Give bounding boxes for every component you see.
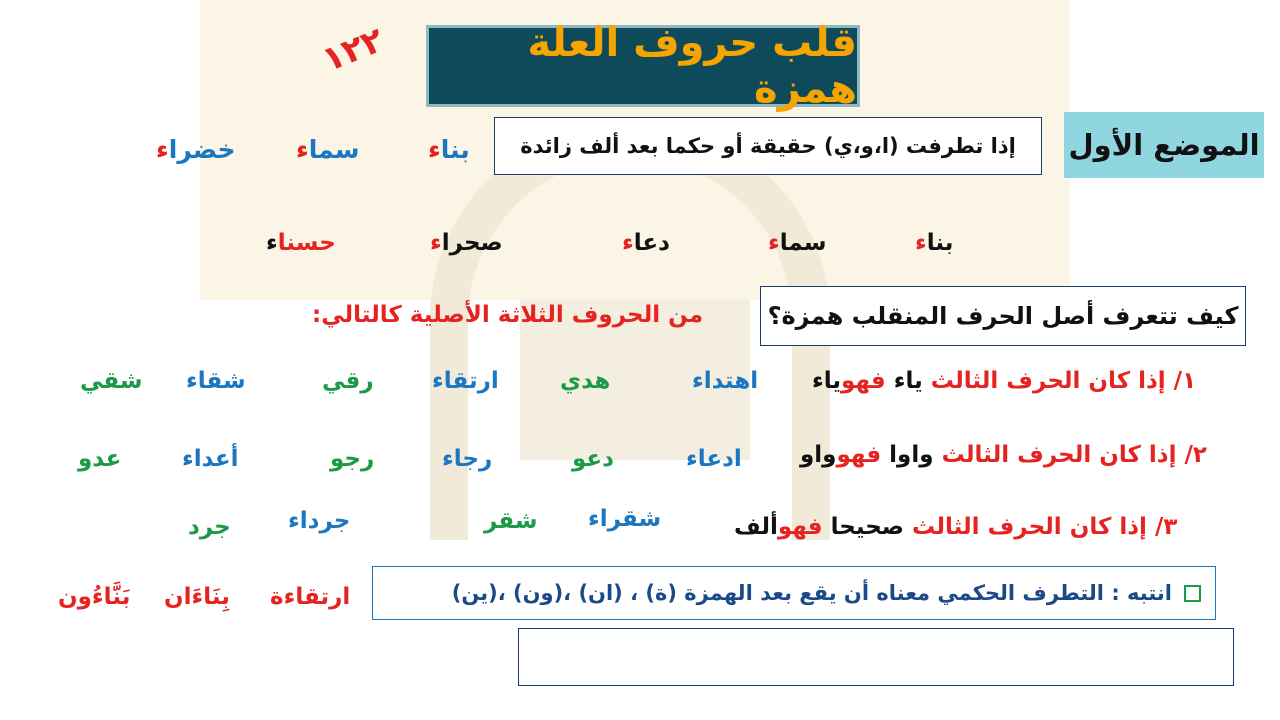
first-example-3: خضراء xyxy=(156,135,236,164)
page-title: قلب حروف العلة همزة xyxy=(527,20,857,112)
page-number: ١٢٢ xyxy=(316,19,390,81)
definition-box xyxy=(494,117,1042,175)
rule-2-word-1: ادعاء xyxy=(686,446,742,472)
note-example-2: بِنَاءَان xyxy=(164,584,230,610)
definition-text: إذا تطرفت (ا،و،ي) حقيقة أو حكما بعد ألف زائدة xyxy=(520,134,1016,158)
example-row-word-4: صحراء xyxy=(430,230,503,256)
rule-1-word-3: ارتقاء xyxy=(432,368,499,394)
note-box xyxy=(372,566,1216,620)
first-example-2: سماء xyxy=(296,135,360,164)
first-position-text: الموضع الأول xyxy=(1068,128,1260,162)
first-example-1: بناء xyxy=(428,135,470,164)
rule-2-word-3: رجاء xyxy=(442,446,493,472)
example-row-word-5: حسناء xyxy=(266,230,336,256)
rule-3-word-2: شقر xyxy=(484,508,538,534)
question-answer: من الحروف الثلاثة الأصلية كالتالي: xyxy=(312,302,704,328)
rule-2-word-5: أعداء xyxy=(182,446,239,472)
note-example-1: ارتقاءة xyxy=(270,584,351,610)
rule-3-word-1: شقراء xyxy=(588,506,662,532)
first-position-label xyxy=(1064,112,1264,178)
rule-1-word-6: شقي xyxy=(80,368,143,394)
rule-3-word-3: جرداء xyxy=(288,508,351,534)
example-row-word-1: بناء xyxy=(915,230,954,256)
note-text: انتبه : التطرف الحكمي معناه أن يقع بعد الهمزة (ة) ، (ان) ،(ون) ،(ين) xyxy=(451,581,1172,605)
checkbox-icon xyxy=(1184,585,1201,602)
rule-1-word-5: شقاء xyxy=(186,368,246,394)
rule-1-word-1: اهتداء xyxy=(692,368,759,394)
rule-2-word-6: عدو xyxy=(78,446,122,472)
empty-answer-box xyxy=(518,628,1234,686)
note-example-3: بَنَّاءُون xyxy=(58,584,131,610)
question-box xyxy=(760,286,1246,346)
question-text: كيف تتعرف أصل الحرف المنقلب همزة؟ xyxy=(767,302,1239,330)
rule-1-sentence: ١/ إذا كان الحرف الثالث ياء فهوياء xyxy=(812,368,1197,394)
rule-2-word-2: دعو xyxy=(572,446,614,472)
rule-2-sentence: ٢/ إذا كان الحرف الثالث واوا فهوواو xyxy=(800,442,1207,468)
example-row-word-2: سماء xyxy=(768,230,827,256)
example-row-word-3: دعاء xyxy=(622,230,670,256)
title-box xyxy=(426,20,860,112)
rule-3-sentence: ٣/ إذا كان الحرف الثالث صحيحا فهوألف xyxy=(734,514,1178,540)
rule-3-word-4: جرد xyxy=(188,514,231,540)
rule-1-word-2: هدي xyxy=(560,368,611,394)
rule-2-word-4: رجو xyxy=(330,446,375,472)
rule-1-word-4: رقي xyxy=(322,368,374,394)
